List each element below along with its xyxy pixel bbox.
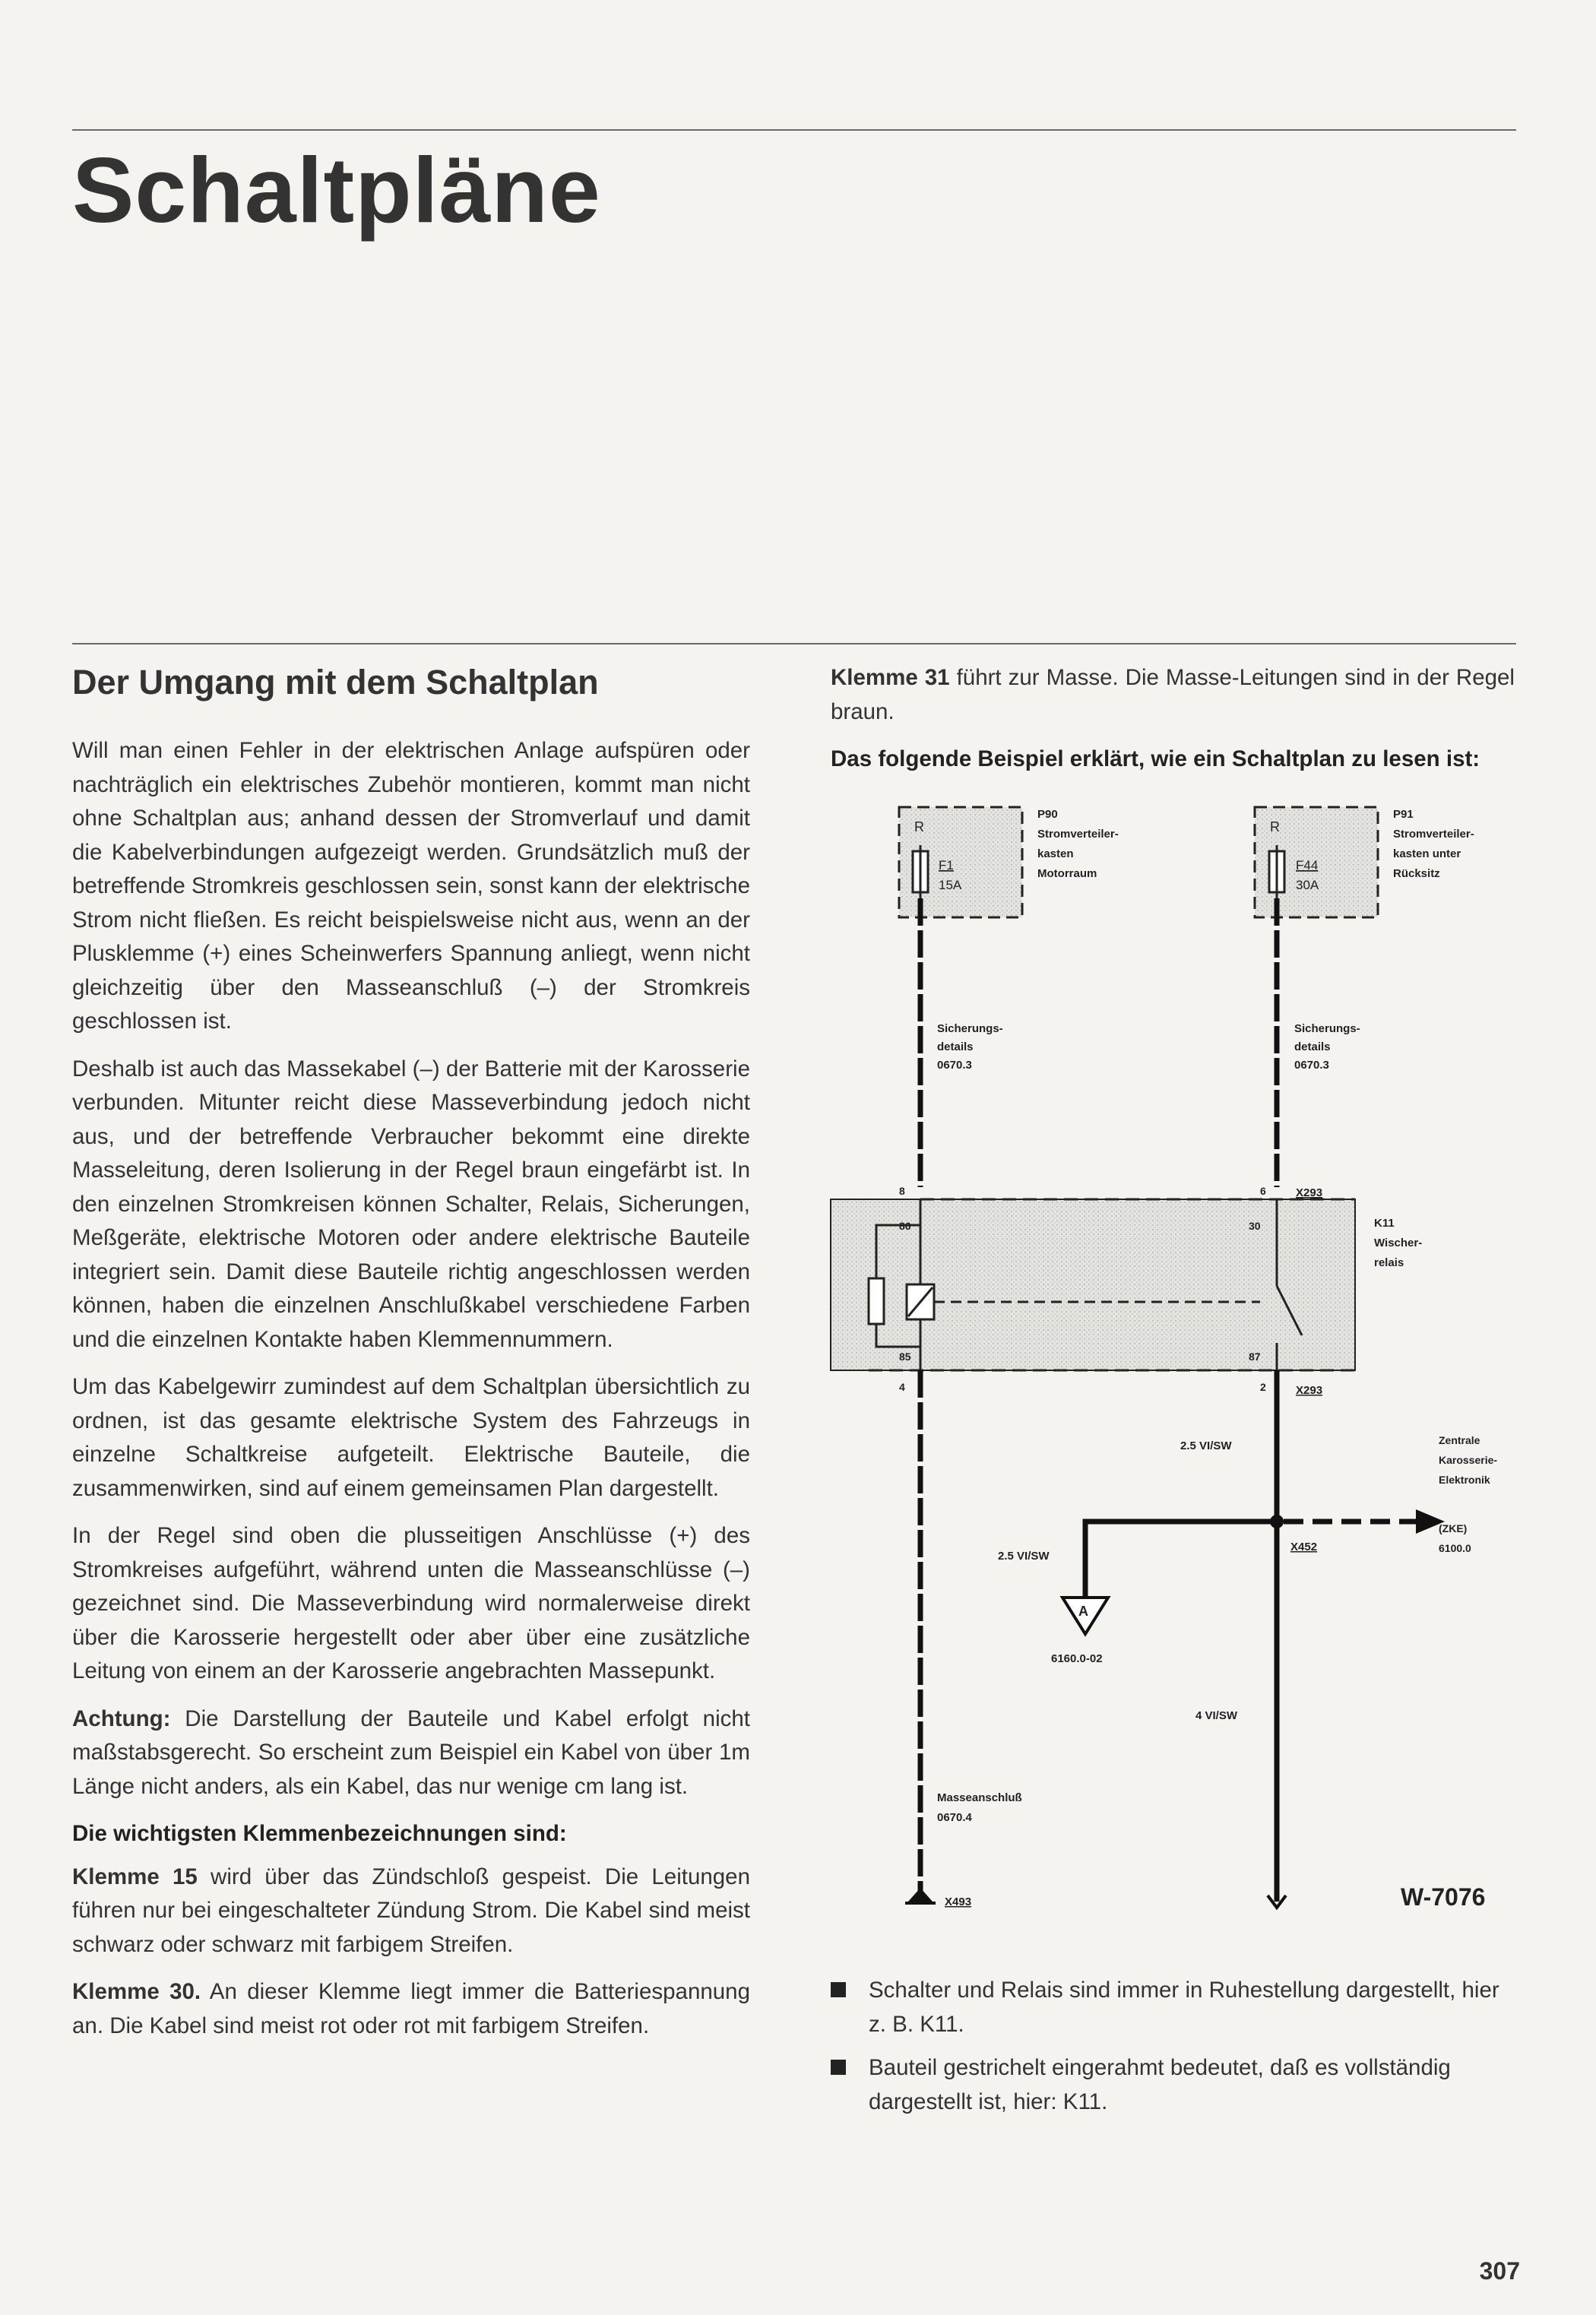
connector-ground: X493 <box>945 1895 972 1908</box>
masse-1: Masseanschluß <box>937 1791 1022 1804</box>
zke-3: Elektronik <box>1439 1473 1490 1486</box>
top-rule <box>72 129 1516 131</box>
fuse-box-left-desc-1: Stromverteiler- <box>1037 827 1119 841</box>
klemme30-text: An dieser Klemme liegt immer die Batteriespannung an. Die Kabel sind meist rot oder rot mit farbigem Streifen. <box>72 1979 750 2038</box>
right-column <box>831 661 1515 2128</box>
klemmen-heading: Die wichtigsten Klemmenbezeichnungen sind: <box>72 1821 567 1846</box>
masse-2: 0670.4 <box>937 1810 972 1824</box>
pin-right-bottom: 2 <box>1260 1380 1266 1393</box>
relay-pin-30: 30 <box>1249 1219 1261 1232</box>
relay-pin-86: 86 <box>899 1219 911 1232</box>
klemme31-paragraph <box>831 661 1515 729</box>
achtung-text: Die Darstellung der Bauteile und Kabel erfolgt nicht maßstabsgerecht. So erscheint zum Beispiel ein Kabel von über 1m Länge nicht anders, als ein Kabel, das nur wenige cm lang ist. <box>72 1705 750 1799</box>
fuse-box-left-r: R <box>914 819 924 834</box>
junction-dot <box>1270 1515 1284 1528</box>
bullet-square-icon <box>831 2060 846 2075</box>
fuse-box-right-id: P91 <box>1393 807 1414 821</box>
fuse-box-right-desc-2: kasten unter <box>1393 847 1461 860</box>
zke-4: (ZKE) <box>1439 1522 1468 1534</box>
sicherung-right-2: details <box>1294 1040 1331 1053</box>
sicherung-right-1: Sicherungs- <box>1294 1021 1360 1035</box>
relay-id: K11 <box>1374 1216 1395 1230</box>
relay-pin-87: 87 <box>1249 1350 1261 1363</box>
paragraph-4: In der Regel sind oben die plusseitigen Anschlüsse (+) des Stromkreises aufgeführt, während unten die Masseanschlüsse (–) gezeichnet sind. Die Masseverbindung wird normalerweise direkt über die Karosserie hergestellt oder aber über eine zusätzliche Leitung von einem an der Karosserie angebrachten Massepunkt. <box>72 1523 750 1683</box>
pin-right-top: 6 <box>1260 1184 1266 1197</box>
sicherung-left-1: Sicherungs- <box>937 1021 1003 1035</box>
relay-desc-1: Wischer- <box>1374 1236 1423 1249</box>
page-title: Schaltpläne <box>72 138 601 242</box>
relay-pin-85: 85 <box>899 1350 911 1363</box>
fuse-box-right-r: R <box>1270 819 1280 834</box>
zke-1: Zentrale <box>1439 1433 1480 1446</box>
wire-label-4: 4 VI/SW <box>1195 1709 1238 1722</box>
diagram-code: W-7076 <box>1401 1883 1486 1911</box>
paragraph-2: Deshalb ist auch das Massekabel (–) der Batterie mit der Karosserie verbunden. Mitunter reicht diese Masseverbindung jedoch nicht aus, und der betreffende Verbraucher bekommt eine direkte Masseleitung, deren Isolierung in der Regel braun eingefärbt ist. In den einzelnen Stromkreisen können Schalter, Relais, Sicherungen, Meßgeräte, elektrische Motoren oder andere elektrische Bauteile integriert sein. Damit diese Bauteile richtig angeschlossen werden können, haben die einzelnen Anschlußkabel verschiedene Farben und die einzelnen Kontakte haben Klemmennummern. <box>72 1056 750 1352</box>
fuse-box-right-desc-1: Stromverteiler- <box>1393 827 1474 841</box>
connector-mid: X452 <box>1290 1540 1318 1553</box>
pin-left-top: 8 <box>899 1184 905 1197</box>
wire-label-25-top: 2.5 VI/SW <box>1180 1439 1232 1452</box>
relay-resistor <box>869 1278 884 1324</box>
fuse-left-amp: 15A <box>939 877 962 892</box>
note-text-2: Bauteil gestrichelt eingerahmt bedeutet, daß es vollständig dargestellt ist, hier: K11. <box>869 2054 1451 2114</box>
note-item <box>831 2051 1515 2119</box>
left-column <box>72 661 750 2057</box>
fuse-box-left-id: P90 <box>1037 807 1058 821</box>
notes-list <box>831 1973 1515 2119</box>
fuse-box-left-desc-3: Motorraum <box>1037 866 1097 880</box>
fuse-box-right-desc-3: Rücksitz <box>1393 866 1440 880</box>
ground-ref: 6160.0-02 <box>1051 1652 1103 1665</box>
zke-5: 6100.0 <box>1439 1541 1471 1554</box>
achtung-label: Achtung: <box>72 1705 171 1731</box>
fuse-box-left-desc-2: kasten <box>1037 847 1074 860</box>
klemme15-text: wird über das Zündschloß gespeist. Die Leitungen führen nur bei eingeschalteter Zündung Strom. Die Kabel sind meist schwarz oder schwarz mit farbigem Streifen. <box>72 1864 750 1957</box>
klemme30-paragraph <box>72 1975 750 2043</box>
page-number: 307 <box>1479 2257 1520 2285</box>
zke-2: Karosserie- <box>1439 1453 1498 1466</box>
klemme30-term: Klemme 30. <box>72 1979 201 2004</box>
ground-terminal-left-icon <box>908 1888 933 1902</box>
sicherung-left-2: details <box>937 1040 974 1053</box>
fuse-right-amp: 30A <box>1296 877 1319 892</box>
bullet-square-icon <box>831 1982 846 1997</box>
connector-top: X293 <box>1296 1186 1323 1199</box>
sicherung-left-3: 0670.3 <box>937 1058 972 1072</box>
fuse-right-id: F44 <box>1296 857 1319 872</box>
connector-bottom: X293 <box>1296 1383 1323 1397</box>
sicherung-right-3: 0670.3 <box>1294 1058 1329 1072</box>
relay-desc-2: relais <box>1374 1256 1404 1269</box>
wire-label-25-left: 2.5 VI/SW <box>998 1549 1050 1563</box>
klemme15-paragraph <box>72 1861 750 1962</box>
circuit-diagram <box>823 800 1507 1947</box>
note-text-1: Schalter und Relais sind immer in Ruhestellung dargestellt, hier z. B. K11. <box>869 1977 1499 2037</box>
paragraph-1: Will man einen Fehler in der elektrischen Anlage aufspüren oder nachträglich ein elektrisches Zubehör montieren, kommt man nicht ohne Schaltplan aus; anhand dessen der Stromverlauf und damit die Kabelverbindungen aufgezeigt werden. Grundsätzlich muß der betreffende Stromkreis geschlossen sein, sonst kann der elektrische Strom nicht fließen. Es reicht beispielsweise nicht aus, wenn an der Plusklemme (+) eines Scheinwerfers Spannung anliegt, wenn nicht gleichzeitig über den Masseanschluß (–) der Stromkreis geschlossen ist. <box>72 738 750 1034</box>
klemme15-term: Klemme 15 <box>72 1864 198 1889</box>
wire-branch <box>1085 1522 1277 1598</box>
section-rule <box>72 643 1516 644</box>
section-heading: Der Umgang mit dem Schaltplan <box>72 663 599 701</box>
paragraph-3: Um das Kabelgewirr zumindest auf dem Schaltplan übersichtlich zu ordnen, ist das gesamte elektrische System des Fahrzeugs in einzelne Schaltkreise aufgeteilt. Elektrische Bauteile, die zusammenwirken, sind auf einem gemeinsamen Plan dargestellt. <box>72 1374 750 1501</box>
klemme31-term: Klemme 31 <box>831 665 950 690</box>
pin-left-bottom: 4 <box>899 1380 905 1393</box>
fuse-left-id: F1 <box>939 857 954 872</box>
note-item <box>831 1973 1515 2041</box>
klemme31-text: führt zur Masse. Die Masse-Leitungen sind in der Regel braun. <box>831 665 1515 724</box>
example-heading: Das folgende Beispiel erklärt, wie ein Schaltplan zu lesen ist: <box>831 746 1480 771</box>
achtung-paragraph <box>72 1702 750 1804</box>
ground-symbol-letter: A <box>1078 1603 1088 1619</box>
